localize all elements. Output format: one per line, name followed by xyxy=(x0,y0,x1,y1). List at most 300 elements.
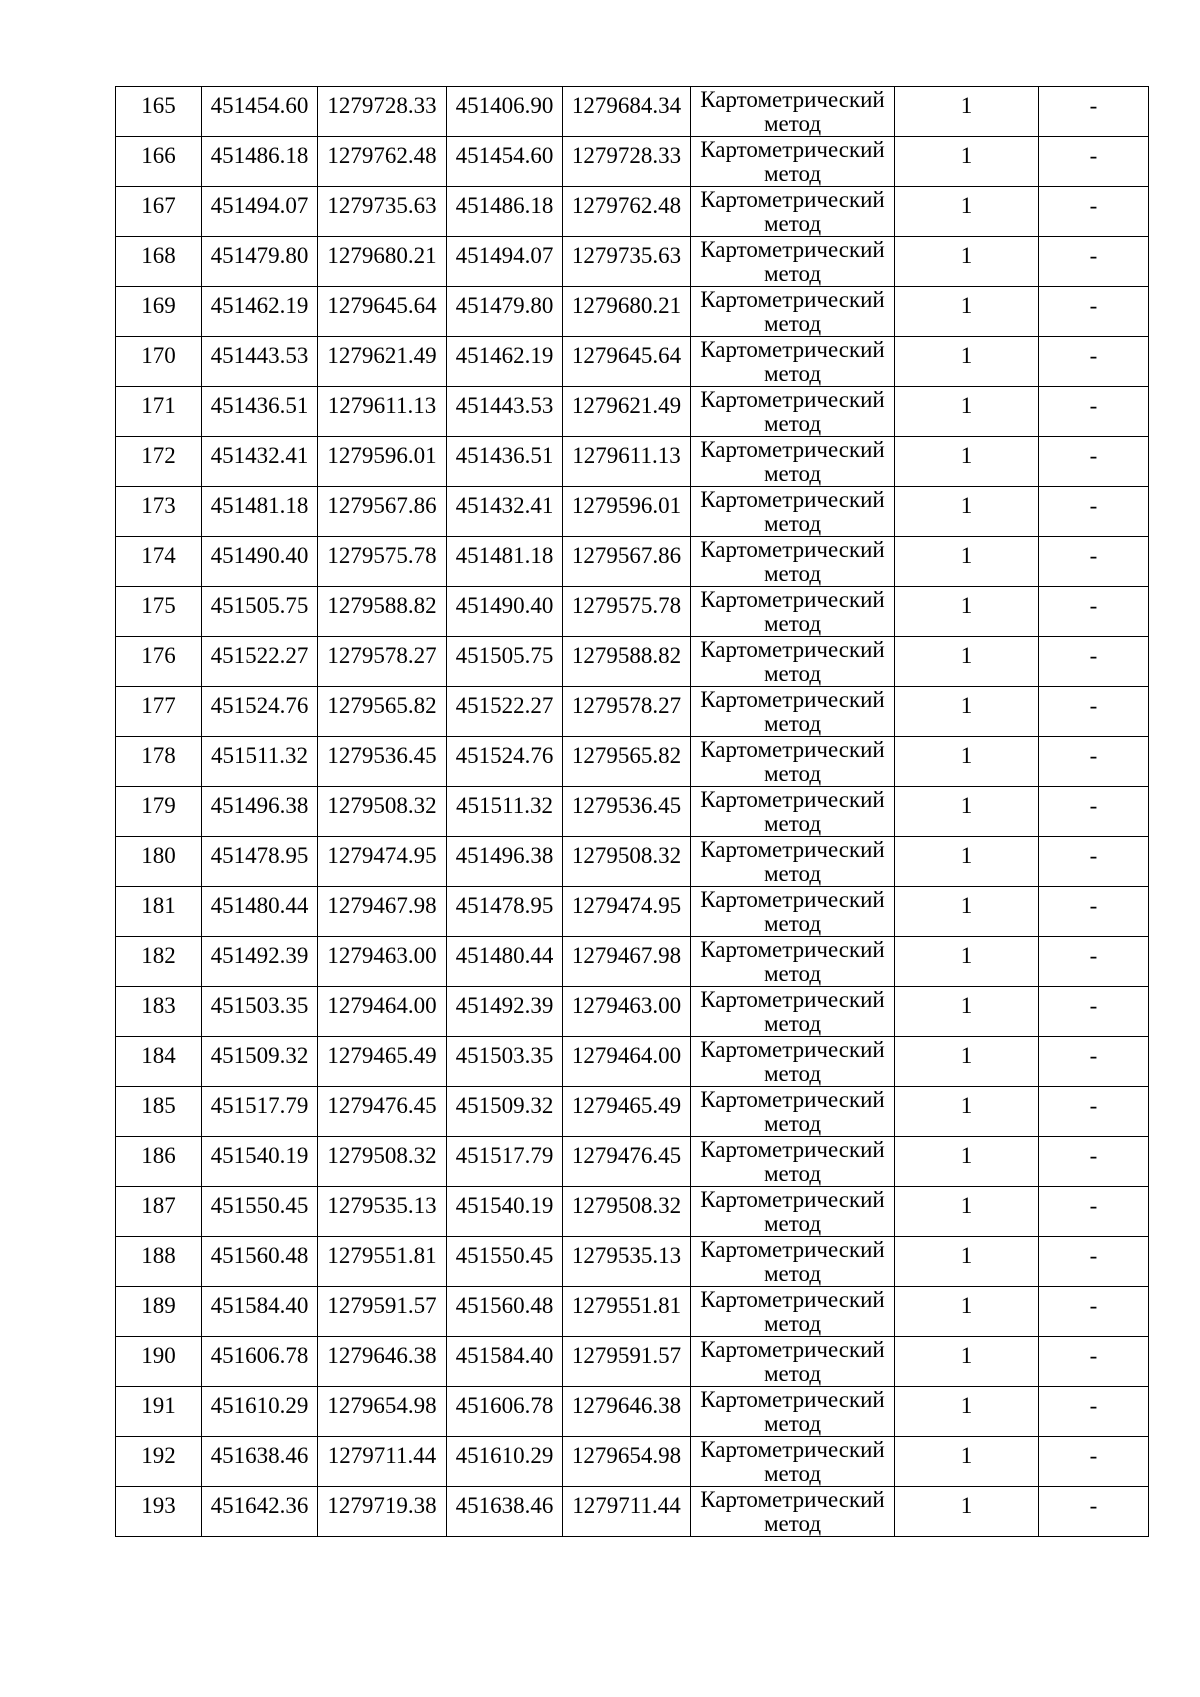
y-coordinate-cell xyxy=(318,387,447,437)
prev-x-coordinate-cell-text: 451496.38 xyxy=(455,843,554,868)
prev-y-coordinate-cell xyxy=(563,537,691,587)
x-coordinate-cell xyxy=(202,287,318,337)
prev-y-coordinate-cell xyxy=(563,1237,691,1287)
method-cell-text: Картометрический метод xyxy=(700,1037,885,1086)
prev-y-coordinate-cell-text: 1279565.82 xyxy=(571,743,682,768)
table-row xyxy=(116,1487,1149,1537)
x-coordinate-cell-text: 451479.80 xyxy=(210,243,309,268)
prev-x-coordinate-cell-text: 451432.41 xyxy=(455,493,554,518)
x-coordinate-cell xyxy=(202,1187,318,1237)
point-number-cell xyxy=(116,587,202,637)
accuracy-cell-text: 1 xyxy=(960,1393,973,1418)
y-coordinate-cell-text: 1279465.49 xyxy=(327,1043,437,1068)
prev-x-coordinate-cell xyxy=(447,187,563,237)
x-coordinate-cell xyxy=(202,587,318,637)
note-cell-text: - xyxy=(1089,743,1098,768)
prev-y-coordinate-cell xyxy=(563,1437,691,1487)
prev-y-coordinate-cell xyxy=(563,287,691,337)
x-coordinate-cell xyxy=(202,137,318,187)
method-cell-text: Картометрический метод xyxy=(700,1487,885,1536)
prev-x-coordinate-cell-text: 451584.40 xyxy=(455,1343,554,1368)
accuracy-cell xyxy=(895,837,1039,887)
table-row xyxy=(116,337,1149,387)
prev-x-coordinate-cell-text: 451492.39 xyxy=(455,993,554,1018)
note-cell xyxy=(1039,637,1149,687)
point-number-cell-text: 176 xyxy=(141,643,176,668)
x-coordinate-cell xyxy=(202,637,318,687)
prev-y-coordinate-cell-text: 1279463.00 xyxy=(571,993,682,1018)
prev-x-coordinate-cell xyxy=(447,87,563,137)
note-cell xyxy=(1039,837,1149,887)
note-cell xyxy=(1039,387,1149,437)
x-coordinate-cell-text: 451511.32 xyxy=(211,743,308,768)
accuracy-cell-text: 1 xyxy=(960,1493,973,1518)
method-cell-text: Картометрический метод xyxy=(700,387,885,436)
y-coordinate-cell-text: 1279551.81 xyxy=(327,1243,437,1268)
accuracy-cell-text: 1 xyxy=(960,1093,973,1118)
note-cell-text: - xyxy=(1089,693,1098,718)
accuracy-cell-text: 1 xyxy=(960,1193,973,1218)
y-coordinate-cell-text: 1279565.82 xyxy=(327,693,437,718)
point-number-cell-text: 172 xyxy=(141,443,176,468)
method-cell xyxy=(691,387,895,437)
point-number-cell xyxy=(116,1237,202,1287)
y-coordinate-cell-text: 1279611.13 xyxy=(327,393,437,418)
x-coordinate-cell-text: 451584.40 xyxy=(210,1293,309,1318)
y-coordinate-cell xyxy=(318,737,447,787)
point-number-cell xyxy=(116,337,202,387)
prev-y-coordinate-cell xyxy=(563,1287,691,1337)
accuracy-cell-text: 1 xyxy=(960,593,973,618)
x-coordinate-cell-text: 451490.40 xyxy=(210,543,309,568)
y-coordinate-cell-text: 1279711.44 xyxy=(327,1443,437,1468)
method-cell-text: Картометрический метод xyxy=(700,837,885,886)
accuracy-cell xyxy=(895,87,1039,137)
method-cell-text: Картометрический метод xyxy=(700,487,885,536)
point-number-cell-text: 179 xyxy=(141,793,176,818)
method-cell xyxy=(691,287,895,337)
table-row xyxy=(116,1237,1149,1287)
x-coordinate-cell xyxy=(202,1387,318,1437)
y-coordinate-cell-text: 1279467.98 xyxy=(327,893,437,918)
x-coordinate-cell xyxy=(202,1137,318,1187)
prev-y-coordinate-cell-text: 1279476.45 xyxy=(571,1143,682,1168)
point-number-cell xyxy=(116,137,202,187)
prev-x-coordinate-cell xyxy=(447,1237,563,1287)
y-coordinate-cell xyxy=(318,837,447,887)
prev-x-coordinate-cell-text: 451638.46 xyxy=(455,1493,554,1518)
accuracy-cell-text: 1 xyxy=(960,793,973,818)
accuracy-cell xyxy=(895,1237,1039,1287)
method-cell-text: Картометрический метод xyxy=(700,187,885,236)
prev-x-coordinate-cell xyxy=(447,887,563,937)
x-coordinate-cell-text: 451443.53 xyxy=(210,343,309,368)
prev-x-coordinate-cell-text: 451509.32 xyxy=(455,1093,554,1118)
table-row xyxy=(116,1437,1149,1487)
prev-y-coordinate-cell xyxy=(563,737,691,787)
method-cell xyxy=(691,1287,895,1337)
accuracy-cell xyxy=(895,687,1039,737)
prev-x-coordinate-cell-text: 451479.80 xyxy=(455,293,554,318)
note-cell-text: - xyxy=(1089,143,1098,168)
prev-y-coordinate-cell xyxy=(563,87,691,137)
x-coordinate-cell xyxy=(202,937,318,987)
method-cell-text: Картометрический метод xyxy=(700,1437,885,1486)
prev-y-coordinate-cell xyxy=(563,237,691,287)
y-coordinate-cell xyxy=(318,537,447,587)
x-coordinate-cell-text: 451503.35 xyxy=(210,993,309,1018)
prev-x-coordinate-cell-text: 451494.07 xyxy=(455,243,554,268)
point-number-cell-text: 178 xyxy=(141,743,176,768)
coordinates-table-body xyxy=(116,87,1149,1537)
point-number-cell-text: 187 xyxy=(141,1193,176,1218)
y-coordinate-cell-text: 1279575.78 xyxy=(327,543,437,568)
prev-y-coordinate-cell-text: 1279575.78 xyxy=(571,593,682,618)
prev-x-coordinate-cell-text: 451522.27 xyxy=(455,693,554,718)
x-coordinate-cell-text: 451432.41 xyxy=(210,443,309,468)
method-cell xyxy=(691,337,895,387)
prev-y-coordinate-cell xyxy=(563,1337,691,1387)
y-coordinate-cell xyxy=(318,987,447,1037)
accuracy-cell xyxy=(895,1037,1039,1087)
prev-y-coordinate-cell xyxy=(563,837,691,887)
point-number-cell xyxy=(116,1337,202,1387)
prev-x-coordinate-cell xyxy=(447,1387,563,1437)
prev-y-coordinate-cell xyxy=(563,587,691,637)
table-row xyxy=(116,1137,1149,1187)
x-coordinate-cell-text: 451496.38 xyxy=(210,793,309,818)
prev-x-coordinate-cell-text: 451524.76 xyxy=(455,743,554,768)
prev-x-coordinate-cell-text: 451610.29 xyxy=(455,1443,554,1468)
point-number-cell xyxy=(116,537,202,587)
accuracy-cell-text: 1 xyxy=(960,1143,973,1168)
point-number-cell-text: 188 xyxy=(141,1243,176,1268)
accuracy-cell xyxy=(895,1387,1039,1437)
prev-x-coordinate-cell xyxy=(447,137,563,187)
accuracy-cell xyxy=(895,337,1039,387)
method-cell-text: Картометрический метод xyxy=(700,437,885,486)
note-cell xyxy=(1039,1187,1149,1237)
y-coordinate-cell-text: 1279728.33 xyxy=(327,93,437,118)
x-coordinate-cell xyxy=(202,787,318,837)
note-cell-text: - xyxy=(1089,493,1098,518)
point-number-cell-text: 184 xyxy=(141,1043,176,1068)
method-cell xyxy=(691,87,895,137)
method-cell-text: Картометрический метод xyxy=(700,737,885,786)
note-cell xyxy=(1039,237,1149,287)
note-cell xyxy=(1039,87,1149,137)
accuracy-cell xyxy=(895,287,1039,337)
point-number-cell-text: 192 xyxy=(141,1443,176,1468)
prev-y-coordinate-cell xyxy=(563,387,691,437)
prev-x-coordinate-cell-text: 451481.18 xyxy=(455,543,554,568)
table-row xyxy=(116,237,1149,287)
note-cell-text: - xyxy=(1089,1143,1098,1168)
accuracy-cell xyxy=(895,587,1039,637)
table-row xyxy=(116,287,1149,337)
y-coordinate-cell-text: 1279476.45 xyxy=(327,1093,437,1118)
table-row xyxy=(116,637,1149,687)
accuracy-cell-text: 1 xyxy=(960,1043,973,1068)
table-row xyxy=(116,1087,1149,1137)
note-cell xyxy=(1039,1087,1149,1137)
x-coordinate-cell-text: 451486.18 xyxy=(210,143,309,168)
note-cell xyxy=(1039,1137,1149,1187)
x-coordinate-cell-text: 451560.48 xyxy=(210,1243,309,1268)
accuracy-cell xyxy=(895,187,1039,237)
note-cell-text: - xyxy=(1089,943,1098,968)
table-row xyxy=(116,537,1149,587)
accuracy-cell-text: 1 xyxy=(960,143,973,168)
accuracy-cell xyxy=(895,737,1039,787)
table-row xyxy=(116,1287,1149,1337)
point-number-cell xyxy=(116,187,202,237)
y-coordinate-cell-text: 1279719.38 xyxy=(327,1493,437,1518)
note-cell-text: - xyxy=(1089,543,1098,568)
prev-y-coordinate-cell-text: 1279508.32 xyxy=(571,843,682,868)
prev-x-coordinate-cell xyxy=(447,287,563,337)
method-cell-text: Картометрический метод xyxy=(700,987,885,1036)
prev-x-coordinate-cell xyxy=(447,637,563,687)
point-number-cell-text: 167 xyxy=(141,193,176,218)
prev-x-coordinate-cell-text: 451503.35 xyxy=(455,1043,554,1068)
accuracy-cell-text: 1 xyxy=(960,443,973,468)
note-cell-text: - xyxy=(1089,1393,1098,1418)
table-row xyxy=(116,787,1149,837)
accuracy-cell-text: 1 xyxy=(960,1243,973,1268)
accuracy-cell-text: 1 xyxy=(960,293,973,318)
x-coordinate-cell-text: 451492.39 xyxy=(210,943,309,968)
prev-y-coordinate-cell-text: 1279591.57 xyxy=(571,1343,682,1368)
x-coordinate-cell-text: 451481.18 xyxy=(210,493,309,518)
note-cell-text: - xyxy=(1089,393,1098,418)
point-number-cell-text: 191 xyxy=(141,1393,176,1418)
point-number-cell-text: 186 xyxy=(141,1143,176,1168)
prev-y-coordinate-cell-text: 1279588.82 xyxy=(571,643,682,668)
x-coordinate-cell xyxy=(202,687,318,737)
prev-y-coordinate-cell-text: 1279728.33 xyxy=(571,143,682,168)
note-cell xyxy=(1039,487,1149,537)
table-row xyxy=(116,887,1149,937)
accuracy-cell-text: 1 xyxy=(960,1443,973,1468)
point-number-cell-text: 189 xyxy=(141,1293,176,1318)
method-cell-text: Картометрический метод xyxy=(700,1337,885,1386)
note-cell xyxy=(1039,737,1149,787)
point-number-cell-text: 190 xyxy=(141,1343,176,1368)
prev-y-coordinate-cell xyxy=(563,1487,691,1537)
x-coordinate-cell xyxy=(202,1437,318,1487)
accuracy-cell xyxy=(895,137,1039,187)
table-row xyxy=(116,1037,1149,1087)
y-coordinate-cell xyxy=(318,1087,447,1137)
y-coordinate-cell xyxy=(318,1037,447,1087)
x-coordinate-cell-text: 451505.75 xyxy=(210,593,309,618)
table-row xyxy=(116,1387,1149,1437)
y-coordinate-cell-text: 1279588.82 xyxy=(327,593,437,618)
point-number-cell-text: 193 xyxy=(141,1493,176,1518)
accuracy-cell xyxy=(895,1187,1039,1237)
method-cell-text: Картометрический метод xyxy=(700,687,885,736)
prev-x-coordinate-cell xyxy=(447,737,563,787)
prev-x-coordinate-cell xyxy=(447,387,563,437)
method-cell-text: Картометрический метод xyxy=(700,637,885,686)
note-cell xyxy=(1039,587,1149,637)
note-cell-text: - xyxy=(1089,993,1098,1018)
note-cell xyxy=(1039,887,1149,937)
y-coordinate-cell-text: 1279578.27 xyxy=(327,643,437,668)
y-coordinate-cell-text: 1279621.49 xyxy=(327,343,437,368)
note-cell xyxy=(1039,1037,1149,1087)
prev-x-coordinate-cell-text: 451550.45 xyxy=(455,1243,554,1268)
prev-x-coordinate-cell xyxy=(447,1337,563,1387)
prev-y-coordinate-cell-text: 1279536.45 xyxy=(571,793,682,818)
prev-x-coordinate-cell xyxy=(447,787,563,837)
method-cell-text: Картометрический метод xyxy=(700,1287,885,1336)
y-coordinate-cell xyxy=(318,87,447,137)
y-coordinate-cell xyxy=(318,137,447,187)
accuracy-cell-text: 1 xyxy=(960,743,973,768)
prev-x-coordinate-cell-text: 451443.53 xyxy=(455,393,554,418)
point-number-cell xyxy=(116,937,202,987)
prev-y-coordinate-cell-text: 1279684.34 xyxy=(571,93,682,118)
note-cell xyxy=(1039,1437,1149,1487)
point-number-cell xyxy=(116,1037,202,1087)
table-row xyxy=(116,187,1149,237)
prev-x-coordinate-cell-text: 451606.78 xyxy=(455,1393,554,1418)
y-coordinate-cell-text: 1279463.00 xyxy=(327,943,437,968)
prev-x-coordinate-cell xyxy=(447,1437,563,1487)
x-coordinate-cell xyxy=(202,237,318,287)
x-coordinate-cell-text: 451642.36 xyxy=(210,1493,309,1518)
method-cell xyxy=(691,537,895,587)
method-cell xyxy=(691,987,895,1037)
method-cell xyxy=(691,937,895,987)
y-coordinate-cell-text: 1279654.98 xyxy=(327,1393,437,1418)
method-cell-text: Картометрический метод xyxy=(700,137,885,186)
accuracy-cell-text: 1 xyxy=(960,543,973,568)
x-coordinate-cell-text: 451517.79 xyxy=(210,1093,309,1118)
prev-y-coordinate-cell xyxy=(563,687,691,737)
accuracy-cell-text: 1 xyxy=(960,1293,973,1318)
prev-x-coordinate-cell-text: 451505.75 xyxy=(455,643,554,668)
prev-y-coordinate-cell xyxy=(563,337,691,387)
prev-x-coordinate-cell-text: 451436.51 xyxy=(455,443,554,468)
prev-y-coordinate-cell-text: 1279535.13 xyxy=(571,1243,682,1268)
x-coordinate-cell-text: 451638.46 xyxy=(210,1443,309,1468)
prev-y-coordinate-cell-text: 1279711.44 xyxy=(572,1493,681,1518)
table-row xyxy=(116,387,1149,437)
table-row xyxy=(116,137,1149,187)
note-cell-text: - xyxy=(1089,843,1098,868)
prev-x-coordinate-cell-text: 451486.18 xyxy=(455,193,554,218)
accuracy-cell xyxy=(895,937,1039,987)
point-number-cell xyxy=(116,837,202,887)
prev-x-coordinate-cell-text: 451490.40 xyxy=(455,593,554,618)
point-number-cell-text: 181 xyxy=(141,893,176,918)
prev-y-coordinate-cell xyxy=(563,1387,691,1437)
prev-x-coordinate-cell xyxy=(447,687,563,737)
prev-y-coordinate-cell xyxy=(563,937,691,987)
method-cell xyxy=(691,1037,895,1087)
x-coordinate-cell xyxy=(202,1487,318,1537)
method-cell-text: Картометрический метод xyxy=(700,1237,885,1286)
x-coordinate-cell xyxy=(202,337,318,387)
point-number-cell-text: 171 xyxy=(141,393,176,418)
note-cell xyxy=(1039,1237,1149,1287)
y-coordinate-cell xyxy=(318,937,447,987)
note-cell-text: - xyxy=(1089,343,1098,368)
x-coordinate-cell-text: 451462.19 xyxy=(210,293,309,318)
y-coordinate-cell xyxy=(318,1437,447,1487)
x-coordinate-cell-text: 451540.19 xyxy=(210,1143,309,1168)
y-coordinate-cell-text: 1279508.32 xyxy=(327,1143,437,1168)
point-number-cell xyxy=(116,1437,202,1487)
prev-y-coordinate-cell-text: 1279567.86 xyxy=(571,543,682,568)
note-cell-text: - xyxy=(1089,593,1098,618)
y-coordinate-cell-text: 1279762.48 xyxy=(327,143,437,168)
accuracy-cell xyxy=(895,1337,1039,1387)
prev-y-coordinate-cell-text: 1279735.63 xyxy=(571,243,682,268)
y-coordinate-cell xyxy=(318,687,447,737)
y-coordinate-cell xyxy=(318,337,447,387)
method-cell xyxy=(691,637,895,687)
point-number-cell-text: 183 xyxy=(141,993,176,1018)
prev-x-coordinate-cell xyxy=(447,1137,563,1187)
point-number-cell xyxy=(116,737,202,787)
method-cell xyxy=(691,1437,895,1487)
accuracy-cell xyxy=(895,1287,1039,1337)
prev-x-coordinate-cell-text: 451478.95 xyxy=(455,893,554,918)
prev-x-coordinate-cell xyxy=(447,487,563,537)
y-coordinate-cell-text: 1279536.45 xyxy=(327,743,437,768)
prev-y-coordinate-cell-text: 1279464.00 xyxy=(571,1043,682,1068)
prev-y-coordinate-cell-text: 1279621.49 xyxy=(571,393,682,418)
prev-x-coordinate-cell-text: 451480.44 xyxy=(455,943,554,968)
point-number-cell xyxy=(116,887,202,937)
method-cell-text: Картометрический метод xyxy=(700,1087,885,1136)
accuracy-cell-text: 1 xyxy=(960,93,973,118)
x-coordinate-cell-text: 451550.45 xyxy=(210,1193,309,1218)
prev-y-coordinate-cell xyxy=(563,487,691,537)
y-coordinate-cell xyxy=(318,1187,447,1237)
note-cell-text: - xyxy=(1089,643,1098,668)
note-cell xyxy=(1039,437,1149,487)
x-coordinate-cell-text: 451610.29 xyxy=(210,1393,309,1418)
x-coordinate-cell-text: 451606.78 xyxy=(210,1343,309,1368)
point-number-cell-text: 182 xyxy=(141,943,176,968)
note-cell-text: - xyxy=(1089,293,1098,318)
x-coordinate-cell-text: 451509.32 xyxy=(210,1043,309,1068)
x-coordinate-cell xyxy=(202,1087,318,1137)
point-number-cell-text: 166 xyxy=(141,143,176,168)
y-coordinate-cell xyxy=(318,1137,447,1187)
point-number-cell-text: 165 xyxy=(141,93,176,118)
point-number-cell xyxy=(116,1387,202,1437)
method-cell-text: Картометрический метод xyxy=(700,237,885,286)
table-row xyxy=(116,437,1149,487)
x-coordinate-cell xyxy=(202,737,318,787)
point-number-cell-text: 185 xyxy=(141,1093,176,1118)
prev-y-coordinate-cell xyxy=(563,187,691,237)
y-coordinate-cell xyxy=(318,187,447,237)
point-number-cell xyxy=(116,987,202,1037)
point-number-cell xyxy=(116,637,202,687)
prev-x-coordinate-cell-text: 451540.19 xyxy=(455,1193,554,1218)
method-cell-text: Картометрический метод xyxy=(700,537,885,586)
method-cell-text: Картометрический метод xyxy=(700,887,885,936)
method-cell xyxy=(691,1137,895,1187)
accuracy-cell-text: 1 xyxy=(960,843,973,868)
